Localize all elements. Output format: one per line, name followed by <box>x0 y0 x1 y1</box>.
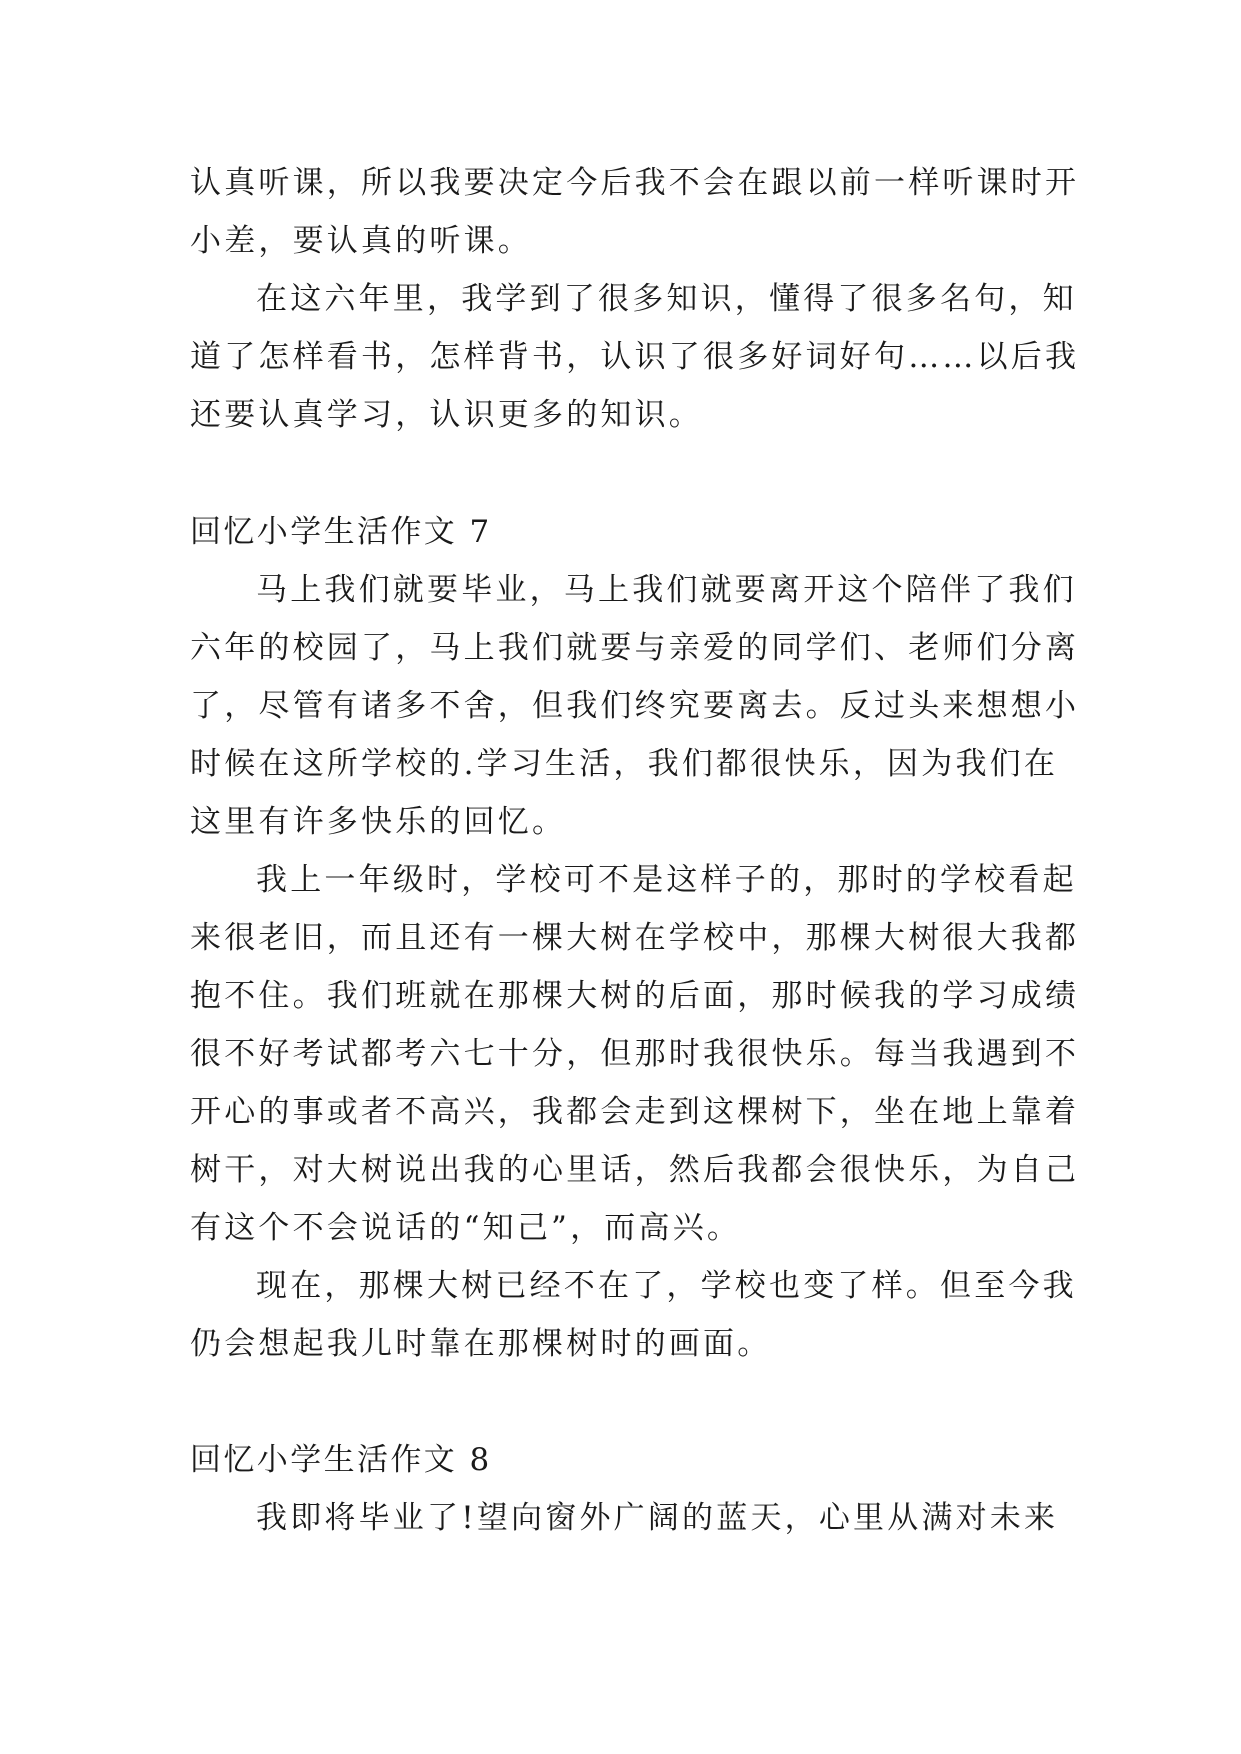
text-line: 小差，要认真的听课。 <box>190 223 532 259</box>
paragraph <box>190 561 1080 851</box>
paragraph <box>190 1257 1077 1373</box>
paragraph-continuation <box>190 154 1080 270</box>
text-line: 我即将毕业了!望向窗外广阔的蓝天，心里从满对未来 <box>256 1500 1059 1536</box>
text-line: 这里有许多快乐的回忆。 <box>190 804 567 840</box>
text-line: 时候在这所学校的.学习生活，我们都很快乐，因为我们在 <box>190 746 1059 782</box>
text-line: 了，尽管有诸多不舍，但我们终究要离去。反过头来想想小 <box>190 688 1080 724</box>
text-line: 树干，对大树说出我的心里话，然后我都会很快乐，为自己 <box>190 1152 1080 1188</box>
paragraph <box>190 270 1080 444</box>
section-heading <box>190 1431 1050 1489</box>
text-line: 现在，那棵大树已经不在了，学校也变了样。但至今我 <box>256 1268 1077 1304</box>
text-line: 认真听课，所以我要决定今后我不会在跟以前一样听课时开 <box>190 165 1080 201</box>
text-line: 很不好考试都考六七十分，但那时我很快乐。每当我遇到不 <box>190 1036 1080 1072</box>
text-line: 道了怎样看书，怎样背书，认识了很多好词好句……以后我 <box>190 339 1080 375</box>
paragraph <box>190 1489 1059 1547</box>
text-line: 我上一年级时，学校可不是这样子的，那时的学校看起 <box>256 862 1077 898</box>
paragraph <box>190 851 1080 1257</box>
heading-text: 回忆小学生活作文 8 <box>190 1442 492 1478</box>
text-line: 六年的校园了，马上我们就要与亲爱的同学们、老师们分离 <box>190 630 1080 666</box>
text-line: 还要认真学习，认识更多的知识。 <box>190 397 703 433</box>
text-line: 在这六年里，我学到了很多知识，懂得了很多名句，知 <box>256 281 1077 317</box>
text-line: 马上我们就要毕业，马上我们就要离开这个陪伴了我们 <box>256 572 1077 608</box>
text-line: 仍会想起我儿时靠在那棵树时的画面。 <box>190 1326 772 1362</box>
text-line: 抱不住。我们班就在那棵大树的后面，那时候我的学习成绩 <box>190 978 1080 1014</box>
section-heading <box>190 503 1050 561</box>
text-line: 来很老旧，而且还有一棵大树在学校中，那棵大树很大我都 <box>190 920 1080 956</box>
text-line: 开心的事或者不高兴，我都会走到这棵树下，坐在地上靠着 <box>190 1094 1080 1130</box>
heading-text: 回忆小学生活作文 7 <box>190 514 492 550</box>
text-line: 有这个不会说话的“知己”，而高兴。 <box>190 1210 742 1246</box>
